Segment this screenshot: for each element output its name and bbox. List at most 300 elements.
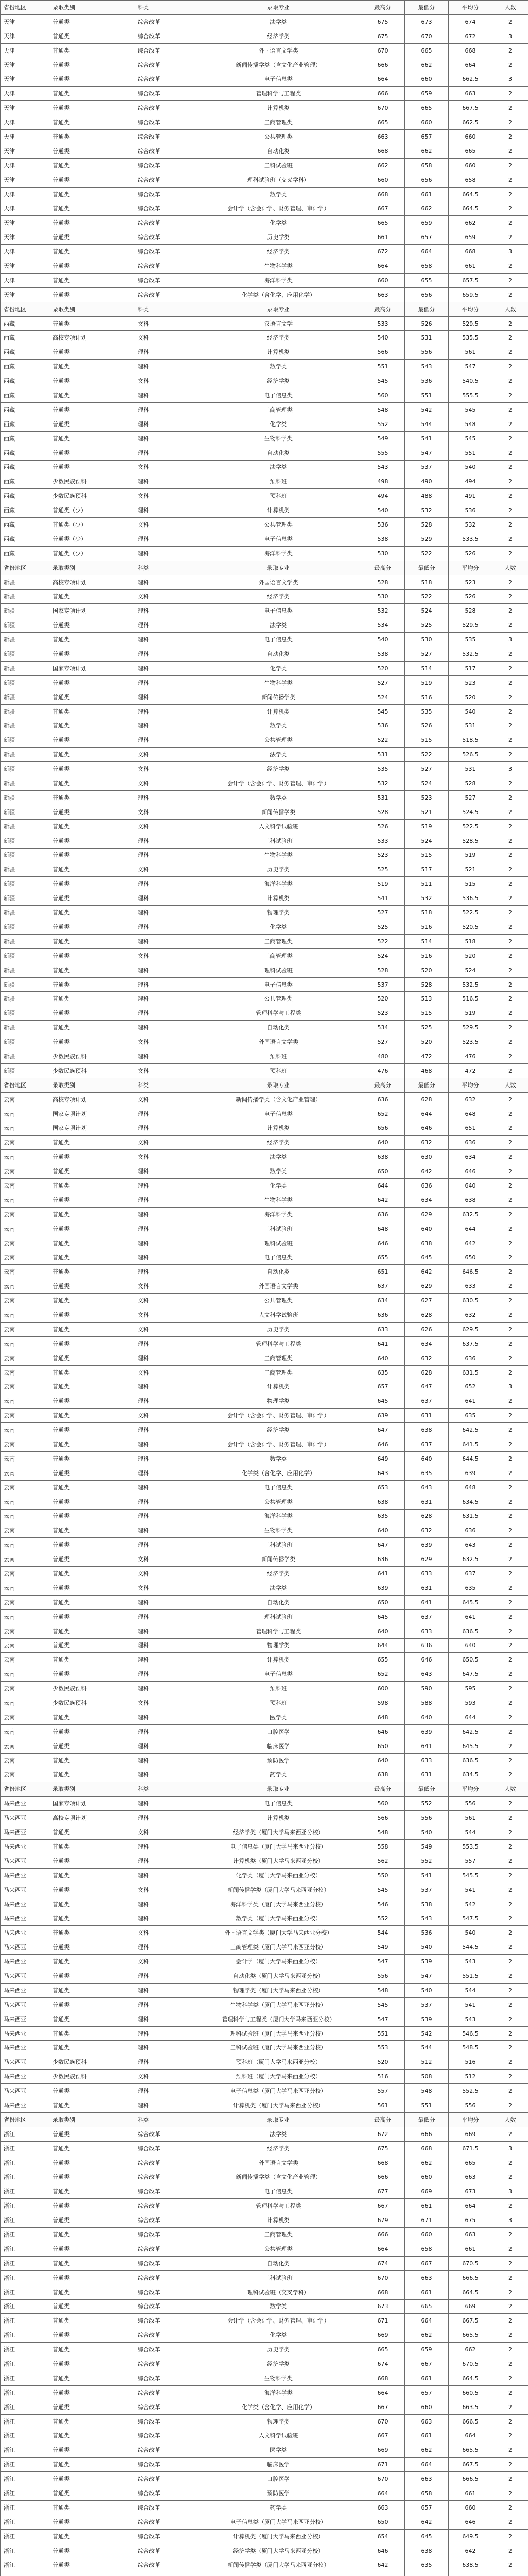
header-subject: 科类 [134, 2112, 196, 2127]
table-row [1, 2285, 528, 2299]
count-cell: 2 [492, 2084, 528, 2098]
max-score-cell: 633 [361, 1322, 405, 1336]
major-cell: 预科班 [196, 474, 361, 489]
subject-cell: 理科 [134, 1164, 196, 1179]
count-cell: 2 [492, 431, 528, 446]
major-cell: 管理科学与工程类 [196, 2199, 361, 2213]
major-cell: 化学类 [196, 920, 361, 935]
header-max-score: 最高分 [361, 1, 405, 15]
max-score-cell: 666 [361, 58, 405, 72]
max-score-cell: 636 [361, 1092, 405, 1107]
province-cell: 马来西亚 [1, 1868, 49, 1883]
province-cell: 浙江 [1, 2385, 49, 2400]
subject-cell: 理科 [134, 1868, 196, 1883]
major-cell: 海洋科学类 [196, 877, 361, 891]
major-cell: 生物科学类 [196, 431, 361, 446]
subject-cell: 理科 [134, 402, 196, 417]
count-cell: 2 [492, 2055, 528, 2070]
count-cell: 2 [492, 2285, 528, 2299]
min-score-cell: 548 [405, 2084, 449, 2098]
table-row [1, 245, 528, 259]
category-cell: 普通类 [49, 948, 134, 963]
min-score-cell: 664 [405, 2314, 449, 2328]
table-row [1, 575, 528, 589]
header-province: 省份地区 [1, 1782, 49, 1797]
max-score-cell: 663 [361, 130, 405, 144]
table-row [1, 2343, 528, 2357]
count-cell: 2 [492, 87, 528, 101]
min-score-cell: 531 [405, 331, 449, 345]
table-row [1, 1222, 528, 1236]
avg-score-cell: 643 [449, 1538, 492, 1552]
table-row [1, 1840, 528, 1854]
table-row [1, 1768, 528, 1782]
count-cell: 2 [492, 1523, 528, 1538]
header-avg-score: 平均分 [449, 302, 492, 316]
min-score-cell: 488 [405, 489, 449, 503]
province-cell: 马来西亚 [1, 1811, 49, 1825]
max-score-cell: 655 [361, 1250, 405, 1265]
avg-score-cell: 545.5 [449, 1868, 492, 1883]
min-score-cell: 628 [405, 1308, 449, 1323]
min-score-cell: 541 [405, 431, 449, 446]
subject-cell: 理科 [134, 2041, 196, 2055]
max-score-cell: 646 [361, 1724, 405, 1739]
avg-score-cell: 662 [449, 216, 492, 230]
major-cell: 电子信息类 [196, 633, 361, 647]
avg-score-cell: 543 [449, 1955, 492, 1969]
subject-cell: 理科 [134, 1667, 196, 1682]
count-cell: 2 [492, 130, 528, 144]
min-score-cell: 525 [405, 1021, 449, 1035]
major-cell: 物理学类 [196, 2414, 361, 2429]
table-row [1, 2242, 528, 2256]
count-cell: 2 [492, 1811, 528, 1825]
count-cell: 2 [492, 2443, 528, 2458]
province-cell: 新疆 [1, 733, 49, 748]
subject-cell: 理科 [134, 977, 196, 992]
major-cell: 医学类 [196, 2443, 361, 2458]
subject-cell: 理科 [134, 1753, 196, 1768]
avg-score-cell: 648 [449, 1107, 492, 1121]
province-cell: 云南 [1, 1294, 49, 1308]
avg-score-cell: 531 [449, 719, 492, 733]
table-row [1, 1509, 528, 1523]
major-cell: 计算机类 [196, 1811, 361, 1825]
province-cell: 西藏 [1, 546, 49, 561]
major-cell: 化学类（含化学、应用化学） [196, 287, 361, 302]
max-score-cell: 528 [361, 805, 405, 819]
max-score-cell: 674 [361, 2256, 405, 2270]
province-cell: 浙江 [1, 2429, 49, 2443]
subject-cell: 综合改革 [134, 2414, 196, 2429]
major-cell: 外国语言文学类 [196, 575, 361, 589]
header-min-score: 最低分 [405, 1, 449, 15]
table-row [1, 216, 528, 230]
category-cell: 国家专项计划 [49, 661, 134, 675]
min-score-cell: 634 [405, 1336, 449, 1351]
subject-cell: 理科 [134, 661, 196, 675]
major-cell: 新闻传播学类（含文化产业管理） [196, 58, 361, 72]
count-cell: 2 [492, 1739, 528, 1753]
subject-cell: 理科 [134, 848, 196, 862]
category-cell: 普通类 [49, 1250, 134, 1265]
subject-cell: 综合改革 [134, 2443, 196, 2458]
avg-score-cell: 517 [449, 661, 492, 675]
min-score-cell: 528 [405, 518, 449, 532]
min-score-cell: 638 [405, 1236, 449, 1250]
max-score-cell: 670 [361, 2414, 405, 2429]
province-cell: 天津 [1, 14, 49, 29]
category-cell: 普通类 [49, 1552, 134, 1567]
avg-score-cell: 631.5 [449, 1509, 492, 1523]
subject-cell: 综合改革 [134, 2270, 196, 2285]
avg-score-cell: 556 [449, 1797, 492, 1811]
major-cell: 外国语言文学类 [196, 1035, 361, 1049]
province-cell: 西藏 [1, 316, 49, 331]
max-score-cell: 652 [361, 1107, 405, 1121]
avg-score-cell: 663 [449, 2170, 492, 2184]
min-score-cell: 636 [405, 1179, 449, 1193]
province-cell: 云南 [1, 1466, 49, 1480]
count-cell: 2 [492, 1480, 528, 1495]
count-cell: 2 [492, 1667, 528, 1682]
subject-cell: 理科 [134, 1193, 196, 1207]
subject-cell: 理科 [134, 1609, 196, 1624]
province-cell: 浙江 [1, 2156, 49, 2170]
province-cell: 云南 [1, 1624, 49, 1638]
avg-score-cell: 542 [449, 1897, 492, 1911]
avg-score-cell: 532.5 [449, 647, 492, 662]
major-cell: 法学类 [196, 1150, 361, 1164]
table-row [1, 2486, 528, 2501]
province-cell: 浙江 [1, 2443, 49, 2458]
min-score-cell: 537 [405, 1883, 449, 1897]
province-cell: 西藏 [1, 374, 49, 388]
subject-cell: 理科 [134, 920, 196, 935]
avg-score-cell: 532 [449, 518, 492, 532]
count-cell: 2 [492, 1768, 528, 1782]
avg-score-cell: 535 [449, 633, 492, 647]
province-cell [1, 2572, 49, 2576]
min-score-cell: 551 [405, 2098, 449, 2113]
category-cell: 普通类 [49, 2156, 134, 2170]
max-score-cell: 545 [361, 1883, 405, 1897]
subject-cell: 综合改革 [134, 216, 196, 230]
count-cell: 2 [492, 1179, 528, 1193]
major-cell: 工商管理类 [196, 402, 361, 417]
max-score-cell: 532 [361, 604, 405, 618]
avg-score-cell: 556 [449, 2098, 492, 2113]
major-cell: 自动化类 [196, 1265, 361, 1279]
major-cell: 经济学类 [196, 589, 361, 604]
max-score-cell: 536 [361, 518, 405, 532]
count-cell: 3 [492, 762, 528, 776]
table-row [1, 503, 528, 518]
count-cell: 2 [492, 2385, 528, 2400]
subject-cell: 理科 [134, 618, 196, 633]
avg-score-cell: 547 [449, 360, 492, 374]
header-max-score: 最高分 [361, 1782, 405, 1797]
category-cell: 普通类 [49, 1179, 134, 1193]
major-cell: 计算机类 [196, 1380, 361, 1394]
major-cell: 海洋科学类 [196, 1207, 361, 1222]
min-score-cell: 542 [405, 402, 449, 417]
province-cell: 天津 [1, 245, 49, 259]
category-cell: 普通类 [49, 388, 134, 403]
major-cell: 新闻传播学类（厦门大学马来西亚分校） [196, 1883, 361, 1897]
max-score-cell: 642 [361, 1193, 405, 1207]
min-score-cell: 662 [405, 58, 449, 72]
table-row [1, 2572, 528, 2576]
min-score-cell: 629 [405, 1279, 449, 1294]
count-cell: 2 [492, 2012, 528, 2026]
max-score-cell: 636 [361, 1308, 405, 1323]
subject-cell: 文科 [134, 1136, 196, 1150]
table-header-row [1, 1078, 528, 1092]
province-cell: 新疆 [1, 877, 49, 891]
count-cell: 2 [492, 1495, 528, 1509]
count-cell [492, 2572, 528, 2576]
count-cell: 2 [492, 1854, 528, 1868]
count-cell: 2 [492, 43, 528, 58]
major-cell [196, 2572, 361, 2576]
max-score-cell: 666 [361, 87, 405, 101]
table-row [1, 72, 528, 87]
avg-score-cell: 661 [449, 259, 492, 274]
min-score-cell: 629 [405, 1552, 449, 1567]
avg-score-cell: 641.5 [449, 1437, 492, 1452]
province-cell: 浙江 [1, 2371, 49, 2385]
max-score-cell: 528 [361, 963, 405, 977]
min-score-cell: 662 [405, 2443, 449, 2458]
count-cell: 2 [492, 1250, 528, 1265]
min-score-cell: 628 [405, 1365, 449, 1380]
min-score-cell: 640 [405, 1222, 449, 1236]
category-cell: 普通类 [49, 848, 134, 862]
avg-score-cell: 672 [449, 29, 492, 43]
max-score-cell: 544 [361, 1926, 405, 1940]
category-cell: 普通类 [49, 2199, 134, 2213]
avg-score-cell: 636.5 [449, 1624, 492, 1638]
province-cell: 新疆 [1, 906, 49, 920]
avg-score-cell: 518.5 [449, 733, 492, 748]
province-cell: 马来西亚 [1, 1883, 49, 1897]
province-cell: 马来西亚 [1, 1825, 49, 1840]
avg-score-cell: 666.5 [449, 2270, 492, 2285]
subject-cell: 文科 [134, 518, 196, 532]
count-cell: 2 [492, 474, 528, 489]
category-cell: 普通类 [49, 1638, 134, 1653]
province-cell: 云南 [1, 1136, 49, 1150]
table-row [1, 661, 528, 675]
category-cell: 普通类 [49, 2213, 134, 2228]
subject-cell: 文科 [134, 1926, 196, 1940]
province-cell: 西藏 [1, 460, 49, 474]
table-row [1, 2414, 528, 2429]
major-cell: 医学类 [196, 1710, 361, 1724]
avg-score-cell: 529.5 [449, 618, 492, 633]
max-score-cell: 523 [361, 848, 405, 862]
table-body [1, 1, 528, 2576]
count-cell: 2 [492, 1136, 528, 1150]
min-score-cell: 514 [405, 661, 449, 675]
avg-score-cell: 543 [449, 2012, 492, 2026]
major-cell: 预科班（厦门大学马来西亚分校） [196, 2055, 361, 2070]
province-cell: 天津 [1, 87, 49, 101]
major-cell: 外国语言文学类（厦门大学马来西亚分校） [196, 1926, 361, 1940]
major-cell: 预科班 [196, 1049, 361, 1064]
major-cell: 经济学类 [196, 374, 361, 388]
category-cell: 普通类 [49, 2357, 134, 2371]
avg-score-cell: 662.5 [449, 72, 492, 87]
count-cell: 2 [492, 1911, 528, 1926]
count-cell: 2 [492, 1552, 528, 1567]
major-cell: 公共管理类 [196, 1495, 361, 1509]
avg-score-cell: 659.5 [449, 287, 492, 302]
avg-score-cell: 642.5 [449, 1423, 492, 1437]
avg-score-cell: 540 [449, 704, 492, 719]
major-cell: 数学类 [196, 1164, 361, 1179]
avg-score-cell: 552.5 [449, 2084, 492, 2098]
header-province: 省份地区 [1, 1, 49, 15]
category-cell: 国家专项计划 [49, 1121, 134, 1136]
table-row [1, 1207, 528, 1222]
avg-score-cell: 635 [449, 1409, 492, 1423]
subject-cell: 理科 [134, 1394, 196, 1409]
province-cell: 浙江 [1, 2170, 49, 2184]
subject-cell: 综合改革 [134, 144, 196, 158]
max-score-cell: 668 [361, 2371, 405, 2385]
major-cell: 管理科学与工程类（厦门大学马来西亚分校） [196, 2012, 361, 2026]
min-score-cell: 664 [405, 2458, 449, 2472]
avg-score-cell: 522.5 [449, 819, 492, 834]
table-row [1, 1667, 528, 1682]
major-cell: 口腔医学 [196, 1724, 361, 1739]
min-score-cell: 516 [405, 690, 449, 704]
avg-score-cell: 529.5 [449, 1021, 492, 1035]
avg-score-cell: 520.5 [449, 920, 492, 935]
subject-cell: 综合改革 [134, 2256, 196, 2270]
min-score-cell: 640 [405, 1710, 449, 1724]
header-avg-score: 平均分 [449, 1078, 492, 1092]
major-cell: 计算机类（厦门大学马来西亚分校） [196, 2098, 361, 2113]
max-score-cell: 551 [361, 360, 405, 374]
subject-cell: 综合改革 [134, 2371, 196, 2385]
max-score-cell: 536 [361, 719, 405, 733]
province-cell: 西藏 [1, 532, 49, 546]
table-row [1, 1739, 528, 1753]
category-cell: 普通类 [49, 2270, 134, 2285]
table-row [1, 1797, 528, 1811]
min-score-cell: 639 [405, 1724, 449, 1739]
subject-cell: 文科 [134, 819, 196, 834]
table-row [1, 906, 528, 920]
province-cell: 云南 [1, 1150, 49, 1164]
max-score-cell: 669 [361, 2328, 405, 2343]
avg-score-cell: 536.5 [449, 891, 492, 906]
min-score-cell: 520 [405, 1035, 449, 1049]
min-score-cell: 662 [405, 2156, 449, 2170]
province-cell: 新疆 [1, 934, 49, 948]
subject-cell: 文科 [134, 1322, 196, 1336]
table-row [1, 2529, 528, 2544]
count-cell: 2 [492, 1236, 528, 1250]
table-row [1, 1409, 528, 1423]
count-cell: 2 [492, 1595, 528, 1609]
category-cell: 普通类 [49, 1854, 134, 1868]
avg-score-cell: 523.5 [449, 1035, 492, 1049]
province-cell: 天津 [1, 58, 49, 72]
table-row [1, 604, 528, 618]
min-score-cell: 511 [405, 877, 449, 891]
subject-cell: 理科 [134, 1006, 196, 1021]
major-cell: 工商管理类 [196, 1365, 361, 1380]
major-cell: 自动化类 [196, 1021, 361, 1035]
avg-score-cell: 526.5 [449, 748, 492, 762]
count-cell: 2 [492, 805, 528, 819]
major-cell: 理科试验班（交叉学科） [196, 2285, 361, 2299]
header-category: 录取类别 [49, 561, 134, 575]
province-cell: 云南 [1, 1682, 49, 1696]
subject-cell: 理科 [134, 1538, 196, 1552]
subject-cell: 理科 [134, 431, 196, 446]
category-cell: 普通类 [49, 1768, 134, 1782]
min-score-cell: 517 [405, 862, 449, 877]
avg-score-cell: 551.5 [449, 1969, 492, 1984]
table-row [1, 1193, 528, 1207]
province-cell: 云南 [1, 1667, 49, 1682]
max-score-cell: 541 [361, 891, 405, 906]
table-row [1, 862, 528, 877]
max-score-cell: 562 [361, 1854, 405, 1868]
major-cell: 工商管理类 [196, 948, 361, 963]
subject-cell: 理科 [134, 1595, 196, 1609]
min-score-cell: 519 [405, 819, 449, 834]
major-cell: 计算机类 [196, 503, 361, 518]
category-cell: 普通类 [49, 2256, 134, 2270]
major-cell: 人文科学试验班 [196, 1308, 361, 1323]
subject-cell: 理科 [134, 891, 196, 906]
table-row [1, 2270, 528, 2285]
avg-score-cell: 528 [449, 604, 492, 618]
count-cell: 2 [492, 2414, 528, 2429]
major-cell: 预防医学 [196, 2486, 361, 2501]
max-score-cell: 650 [361, 1164, 405, 1179]
subject-cell: 理科 [134, 1854, 196, 1868]
table-row [1, 2443, 528, 2458]
province-cell: 云南 [1, 1710, 49, 1724]
table-row [1, 1322, 528, 1336]
min-score-cell: 513 [405, 992, 449, 1006]
header-major: 录取专业 [196, 1, 361, 15]
table-row [1, 1250, 528, 1265]
category-cell: 普通类 [49, 877, 134, 891]
max-score-cell: 646 [361, 1236, 405, 1250]
min-score-cell: 512 [405, 2055, 449, 2070]
subject-cell: 综合改革 [134, 2558, 196, 2572]
subject-cell: 理科 [134, 2055, 196, 2070]
count-cell: 2 [492, 2544, 528, 2558]
major-cell: 外国语言文学类 [196, 1279, 361, 1294]
min-score-cell: 542 [405, 2026, 449, 2041]
category-cell: 普通类 [49, 790, 134, 805]
table-row [1, 1380, 528, 1394]
count-cell: 2 [492, 1092, 528, 1107]
avg-score-cell: 531 [449, 762, 492, 776]
category-cell: 普通类 [49, 2500, 134, 2515]
major-cell: 化学类 [196, 417, 361, 431]
